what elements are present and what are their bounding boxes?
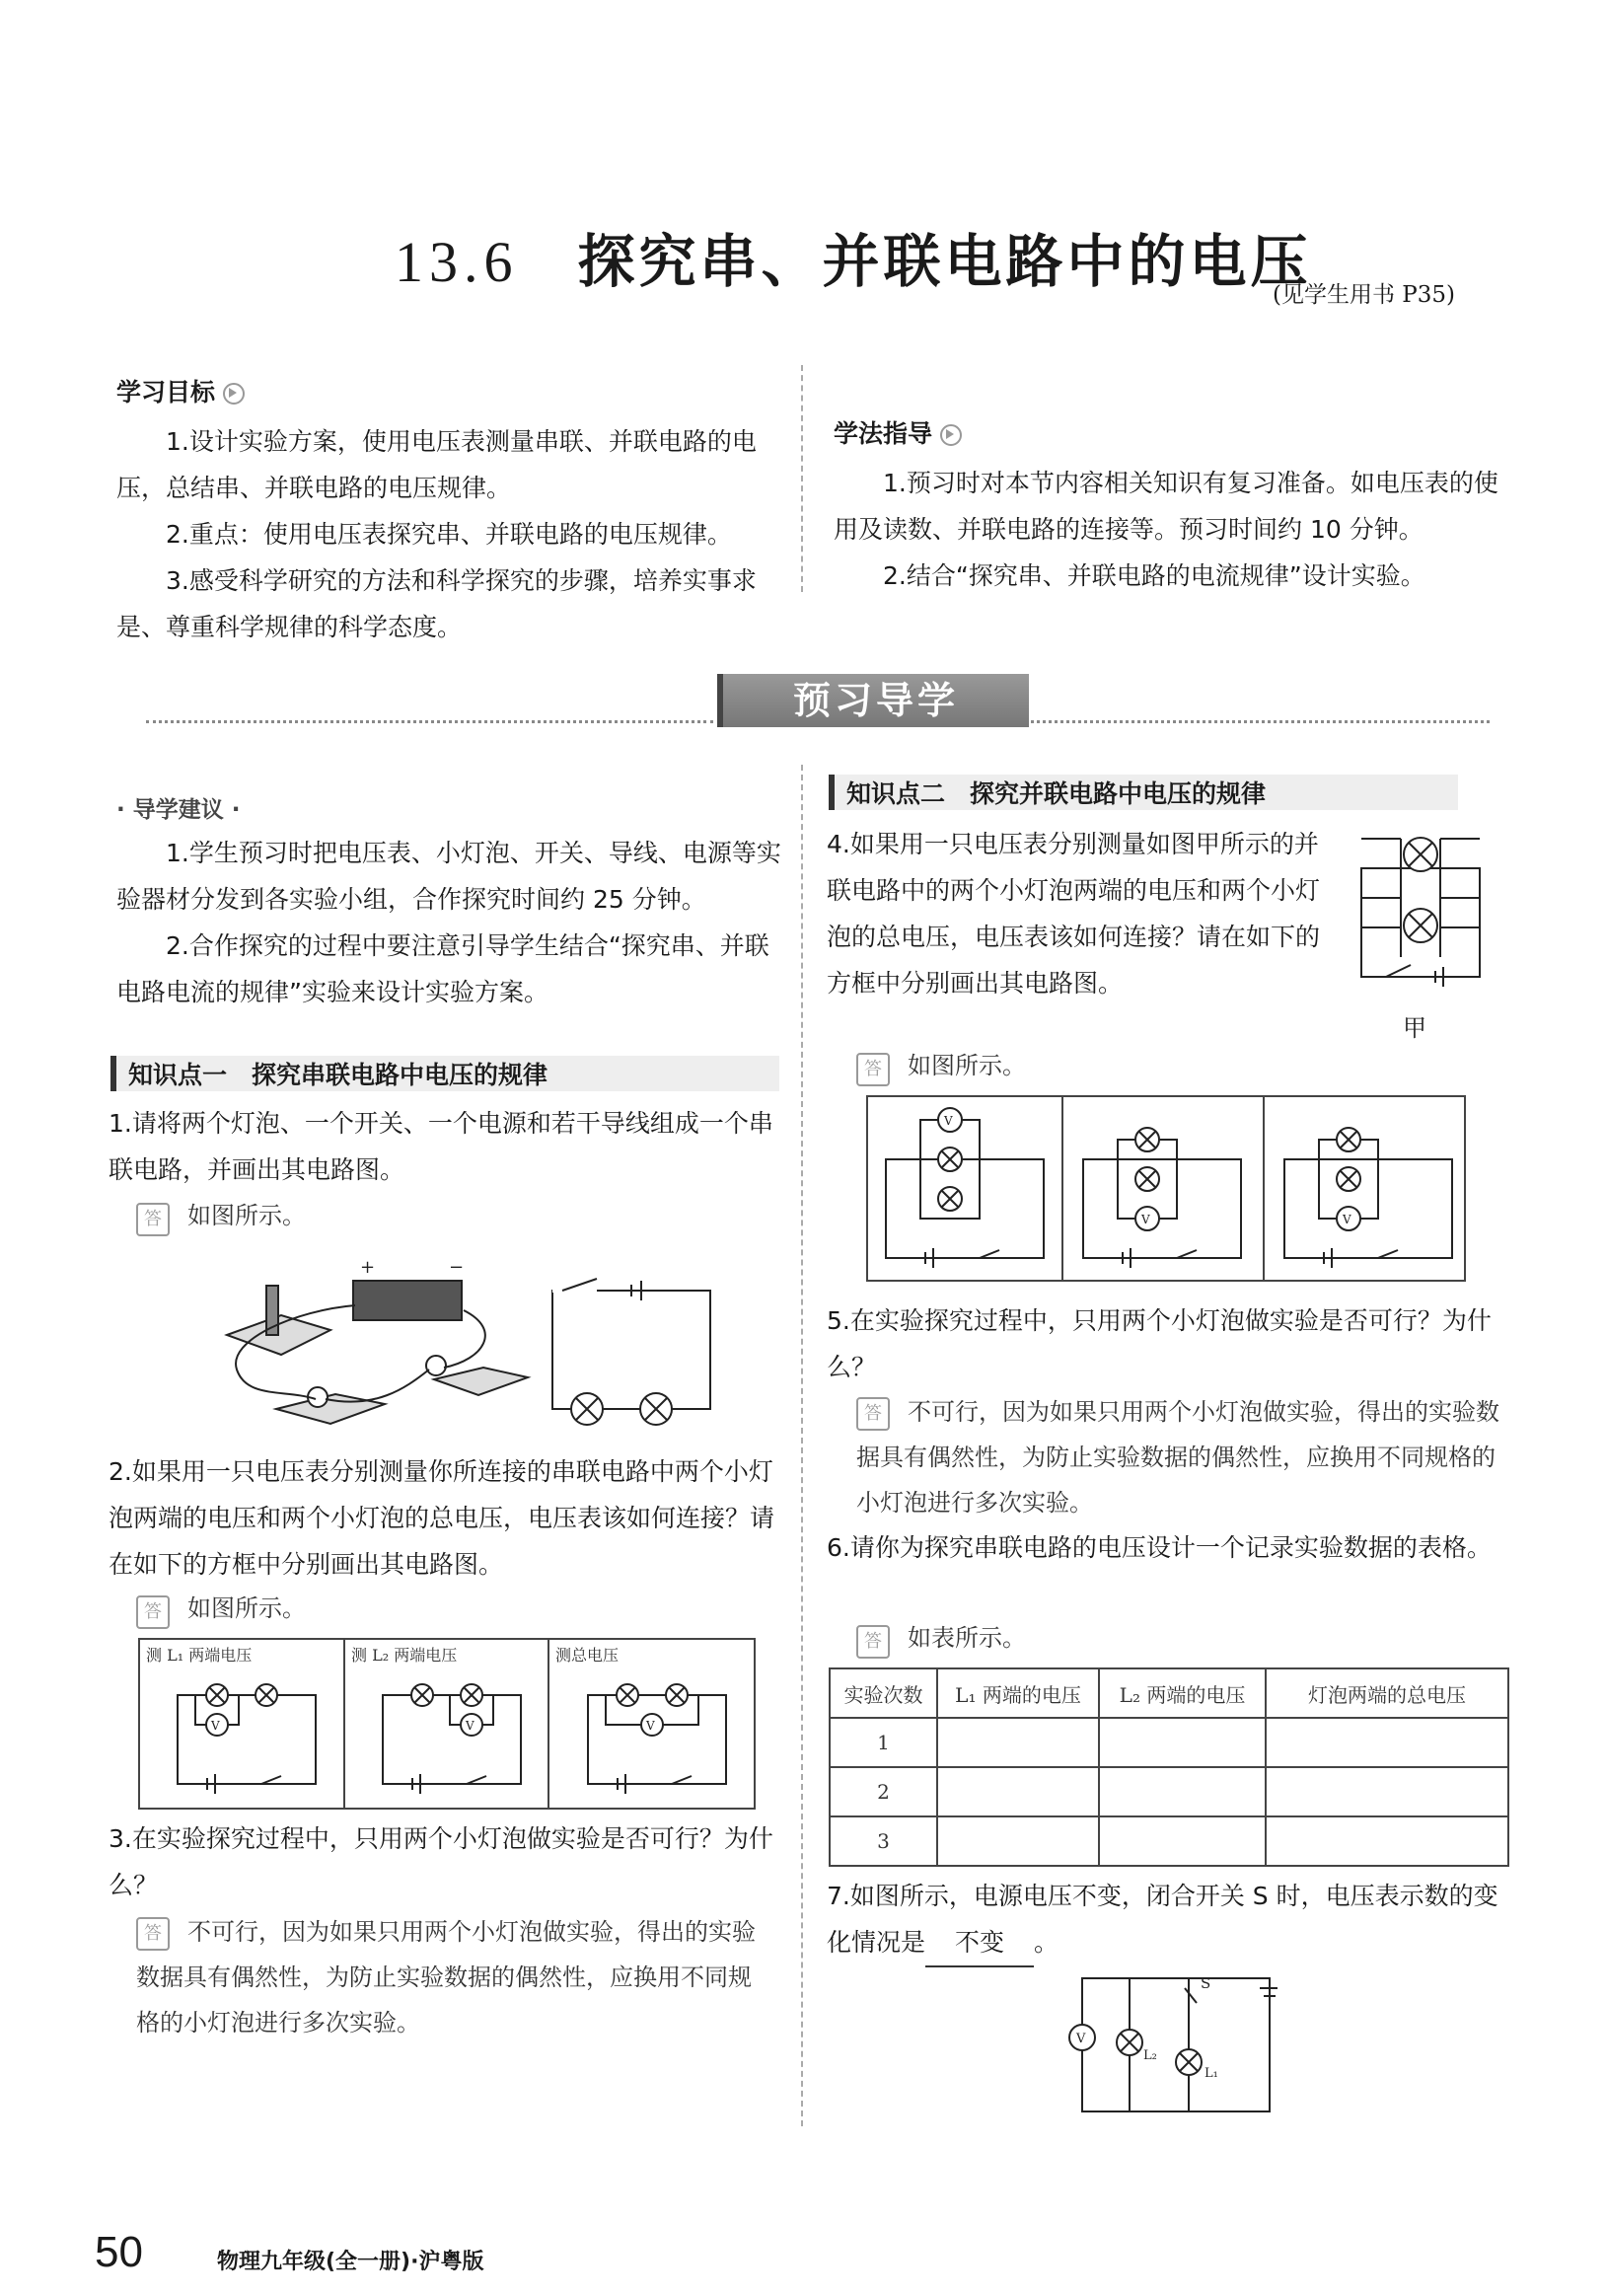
goals-section: [116, 373, 787, 650]
goal-item: 3.感受科学研究的方法和科学探究的步骤，培养实事求是、尊重科学规律的科学态度。: [116, 566, 757, 641]
page-title: [395, 215, 1312, 298]
arrow-icon: [223, 383, 245, 405]
svg-text:V: V: [211, 1719, 220, 1733]
table-row: [830, 1816, 1508, 1866]
parallel-circuit-1: [886, 1108, 1044, 1268]
banner-rule: [146, 720, 713, 723]
arrow-icon: [940, 424, 962, 446]
section-banner: 预习导学: [717, 674, 1029, 727]
svg-text:V: V: [466, 1719, 474, 1733]
goals-label: 学习目标: [116, 373, 787, 408]
table-header: 实验次数: [830, 1668, 937, 1718]
svg-text:V: V: [646, 1719, 655, 1733]
svg-text:−: −: [449, 1257, 465, 1278]
answer-3: 答 不可行，因为如果只用两个小灯泡做实验，得出的实验数据具有偶然性，为防止实验数据的偶然性，应换用不同规格的小灯泡进行多次实验。: [136, 1918, 756, 2037]
method-item: 1.预习时对本节内容相关知识有复习准备。如电压表的使用及读数、并联电路的连接等。预习时间约 10 分钟。: [834, 469, 1498, 544]
method-item: 2.结合“探究串、并联电路的电流规律”设计实验。: [883, 561, 1425, 590]
guide-item: 2.合作探究的过程中要注意引导学生结合“探究串、并联电路电流的规律”实验来设计实验方案。: [116, 931, 769, 1006]
q2-circuits: [138, 1667, 752, 1806]
record-table: [829, 1667, 1509, 1867]
answer-2: 答 如图所示。: [136, 1589, 306, 1629]
parallel-circuit-3: [1284, 1128, 1452, 1268]
answer-blank: 不变: [925, 1919, 1034, 1967]
answer-icon: 答: [856, 1397, 890, 1431]
method-section: [834, 414, 1504, 599]
column-divider: [801, 765, 803, 2126]
circuit-total: [588, 1684, 726, 1794]
figure-jia: [1342, 829, 1499, 1036]
svg-text:S: S: [1201, 1974, 1211, 1992]
lamp-base: [434, 1368, 528, 1395]
table-header: L₂ 两端的电压: [1099, 1668, 1266, 1718]
question-3: 3.在实验探究过程中，只用两个小灯泡做实验是否可行？为什么？: [109, 1824, 773, 1899]
question-2: 2.如果用一只电压表分别测量你所连接的串联电路中两个小灯泡两端的电压和两个小灯泡的总电压，电压表该如何连接？请在如下的方框中分别画出其电路图。: [109, 1457, 775, 1579]
table-cell: 3: [830, 1816, 937, 1866]
book-title: 物理九年级(全一册)·沪粤版: [217, 2250, 484, 2274]
battery-box: [353, 1281, 462, 1320]
table-header: L₁ 两端的电压: [937, 1668, 1099, 1718]
answer-1: 答 如图所示。: [136, 1196, 306, 1236]
answer-icon: 答: [136, 1595, 170, 1629]
svg-text:L₂: L₂: [1143, 2048, 1157, 2063]
question-5: 5.在实验探究过程中，只用两个小灯泡做实验是否可行？为什么？: [827, 1306, 1492, 1381]
table-cell: 1: [830, 1718, 937, 1767]
circuit-l2: [383, 1684, 521, 1794]
knowledge-point-1-title: 知识点一 探究串联电路中电压的规律: [110, 1056, 779, 1091]
table-header-row: [830, 1668, 1508, 1718]
question-1: 1.请将两个灯泡、一个开关、一个电源和若干导线组成一个串联电路，并画出其电路图。: [109, 1109, 773, 1184]
banner-rule: [1026, 720, 1490, 723]
answer-icon: 答: [856, 1625, 890, 1659]
answer-5: 答 不可行，因为如果只用两个小灯泡做实验，得出的实验数据具有偶然性，为防止实验数据的偶然性，应换用不同规格的小灯泡进行多次实验。: [856, 1398, 1499, 1517]
answer-icon: 答: [136, 1203, 170, 1236]
guide-item: 1.学生预习时把电压表、小灯泡、开关、导线、电源等实验器材分发到各实验小组，合作探究时间约 25 分钟。: [116, 839, 781, 914]
q1-figure: [207, 1251, 720, 1439]
figure-jia-label: 甲: [1403, 1014, 1426, 1042]
q4-circuits: [866, 1100, 1462, 1278]
guide-section: [116, 791, 782, 1015]
svg-text:V: V: [1141, 1213, 1150, 1226]
svg-text:V: V: [1076, 2032, 1086, 2046]
table-header: 灯泡两端的总电压: [1266, 1668, 1508, 1718]
q2-caption: 测总电压: [555, 1646, 620, 1665]
knowledge-point-2-title: 知识点二 探究并联电路中电压的规律: [829, 775, 1458, 810]
question-6: 6.请你为探究串联电路的电压设计一个记录实验数据的表格。: [827, 1533, 1492, 1562]
answer-4: 答 如图所示。: [856, 1046, 1026, 1086]
q2-caption: 测 L₁ 两端电压: [146, 1646, 253, 1665]
question-7: 7.如图所示，电源电压不变，闭合开关 S 时，电压表示数的变化情况是 不变 。: [827, 1873, 1507, 1967]
answer-icon: 答: [136, 1917, 170, 1951]
table-cell: 2: [830, 1767, 937, 1816]
title-text: 探究串、并联电路中的电压: [577, 228, 1312, 295]
parallel-circuit-2: [1083, 1128, 1241, 1268]
guide-label: · 导学建议 ·: [116, 797, 241, 823]
section-number: 13.6: [395, 230, 519, 294]
title-reference: (见学生用书 P35): [1273, 282, 1455, 308]
question-4: 4.如果用一只电压表分别测量如图甲所示的并联电路中的两个小灯泡两端的电压和两个小灯泡的总电压，电压表该如何连接？请在如下的方框中分别画出其电路图。: [827, 830, 1321, 998]
method-label: 学法指导: [834, 414, 1504, 450]
answer-6: 答 如表所示。: [856, 1618, 1026, 1659]
svg-text:V: V: [944, 1114, 953, 1128]
page-number: 50: [95, 2228, 143, 2276]
svg-text:+: +: [360, 1257, 376, 1278]
svg-text:L₁: L₁: [1204, 2066, 1218, 2081]
q7-circuit: [1060, 1968, 1278, 2121]
answer-icon: 答: [856, 1053, 890, 1086]
lamp-base: [276, 1394, 385, 1424]
svg-text:V: V: [1343, 1213, 1351, 1226]
goal-item: 1.设计实验方案，使用电压表测量串联、并联电路的电压，总结串、并联电路的电压规律。: [116, 427, 757, 502]
column-divider: [801, 365, 803, 592]
circuit-l1: [178, 1684, 316, 1794]
q2-caption: 测 L₂ 两端电压: [351, 1646, 458, 1665]
table-row: [830, 1718, 1508, 1767]
goal-item: 2.重点：使用电压表探究串、并联电路的电压规律。: [166, 520, 732, 549]
table-row: [830, 1767, 1508, 1816]
